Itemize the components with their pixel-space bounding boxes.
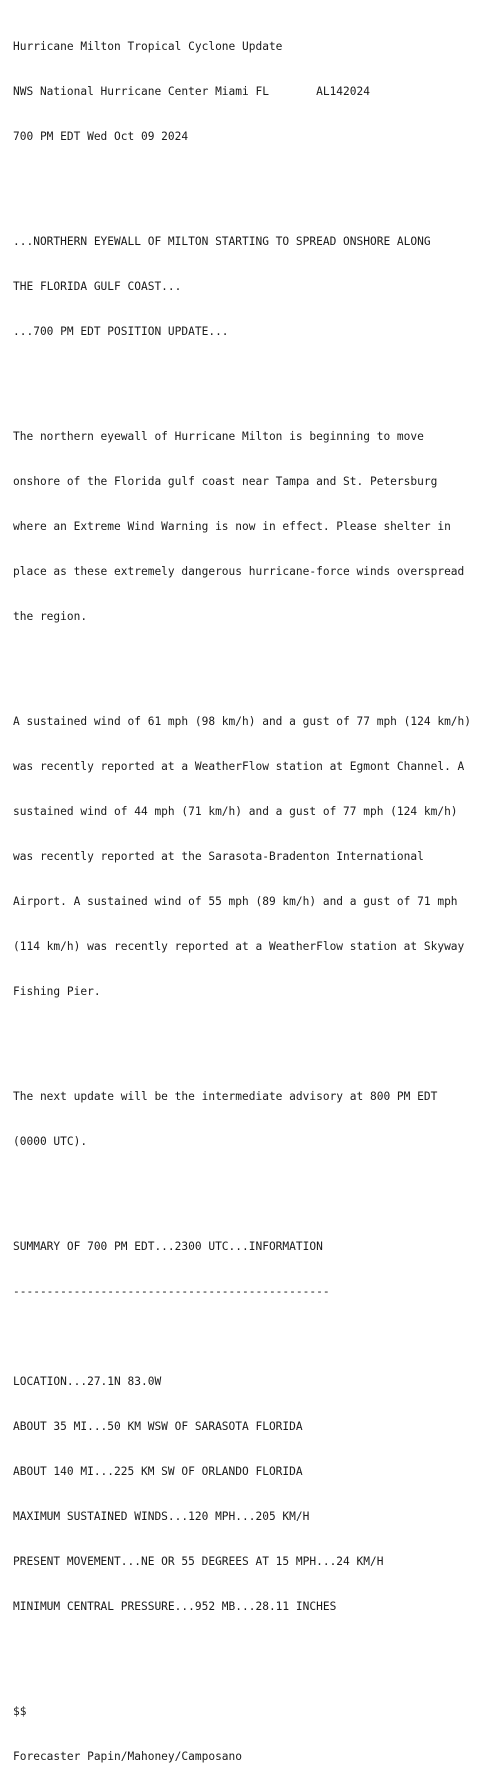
- end-marker: $$: [13, 1705, 27, 1718]
- spacer: [13, 1179, 493, 1194]
- paragraph-line: The next update will be the intermediate advisory at 800 PM EDT: [13, 1090, 438, 1103]
- paragraph-line: the region.: [13, 610, 88, 623]
- paragraph-line: onshore of the Florida gulf coast near Tampa and St. Petersburg: [13, 475, 438, 488]
- summary-location: LOCATION...27.1N 83.0W: [13, 1375, 162, 1388]
- spacer: [13, 1329, 493, 1344]
- summary-heading: SUMMARY OF 700 PM EDT...2300 UTC...INFORMATION: [13, 1240, 323, 1253]
- paragraph-line: (0000 UTC).: [13, 1135, 88, 1148]
- headline-line: THE FLORIDA GULF COAST...: [13, 280, 182, 293]
- spacer: [13, 654, 493, 669]
- paragraph-line: was recently reported at the Sarasota-Bradenton International: [13, 850, 424, 863]
- paragraph-line: A sustained wind of 61 mph (98 km/h) and a gust of 77 mph (124 km/h): [13, 715, 472, 728]
- paragraph-line: Airport. A sustained wind of 55 mph (89 km/h) and a gust of 71 mph: [13, 895, 458, 908]
- spacer: [13, 1029, 493, 1044]
- paragraph-line: where an Extreme Wind Warning is now in effect. Please shelter in: [13, 520, 451, 533]
- paragraph-line: was recently reported at a WeatherFlow station at Egmont Channel. A: [13, 760, 465, 773]
- spacer: [13, 1644, 493, 1659]
- paragraph-line: sustained wind of 44 mph (71 km/h) and a gust of 77 mph (124 km/h): [13, 805, 458, 818]
- summary-pressure: MINIMUM CENTRAL PRESSURE...952 MB...28.11 INCHES: [13, 1600, 337, 1613]
- paragraph-line: Fishing Pier.: [13, 985, 101, 998]
- paragraph-line: The northern eyewall of Hurricane Milton is beginning to move: [13, 430, 424, 443]
- summary-distance-orlando: ABOUT 140 MI...225 KM SW OF ORLANDO FLORIDA: [13, 1465, 303, 1478]
- summary-distance-sarasota: ABOUT 35 MI...50 KM WSW OF SARASOTA FLORIDA: [13, 1420, 303, 1433]
- forecaster-credit: Forecaster Papin/Mahoney/Camposano: [13, 1750, 243, 1763]
- headline-line: ...NORTHERN EYEWALL OF MILTON STARTING TO SPREAD ONSHORE ALONG: [13, 235, 431, 248]
- paragraph-line: (114 km/h) was recently reported at a WeatherFlow station at Skyway: [13, 940, 465, 953]
- summary-rule: -----------------------------------------------: [13, 1285, 330, 1298]
- advisory-title: Hurricane Milton Tropical Cyclone Update: [13, 40, 283, 53]
- issue-time: 700 PM EDT Wed Oct 09 2024: [13, 130, 189, 143]
- summary-movement: PRESENT MOVEMENT...NE OR 55 DEGREES AT 15 MPH...24 KM/H: [13, 1555, 384, 1568]
- spacer: [13, 369, 493, 384]
- advisory-document: [13, 9, 493, 1779]
- summary-max-winds: MAXIMUM SUSTAINED WINDS...120 MPH...205 KM/H: [13, 1510, 310, 1523]
- issuing-office: NWS National Hurricane Center Miami FL AL142024: [13, 85, 370, 98]
- headline-line: ...700 PM EDT POSITION UPDATE...: [13, 325, 229, 338]
- spacer: [13, 174, 493, 189]
- paragraph-line: place as these extremely dangerous hurricane-force winds overspread: [13, 565, 465, 578]
